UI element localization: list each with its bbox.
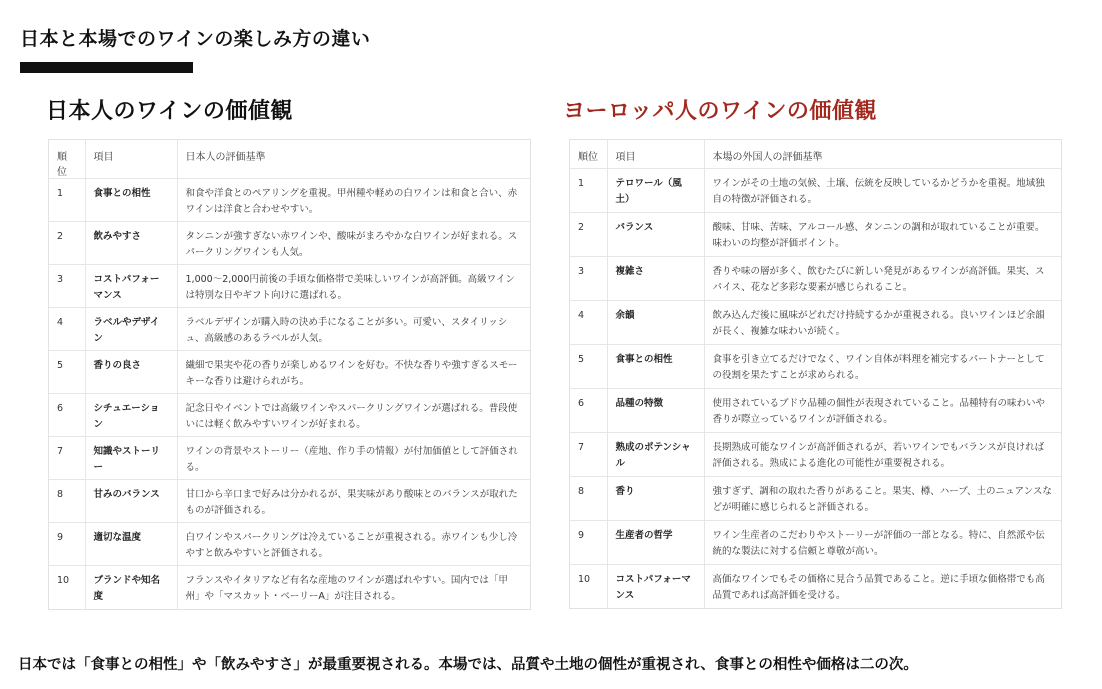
criteria-cell: 香りや味の層が多く、飲むたびに新しい発見があるワインが高評価。果実、スパイス、花など多彩な要素が感じられること。	[704, 256, 1061, 300]
table-row	[49, 480, 530, 523]
table-header-row	[49, 140, 530, 179]
rank-cell: 3	[570, 256, 607, 300]
criteria-cell: ワインの背景やストーリー（産地、作り手の情報）が付加価値として評価される。	[177, 437, 530, 480]
item-cell: 品種の特徴	[607, 388, 704, 432]
criteria-cell: 食事を引き立てるだけでなく、ワイン自体が料理を補完するパートナーとしての役割を果たすことが求められる。	[704, 344, 1061, 388]
rank-cell: 5	[570, 344, 607, 388]
page-title: 日本と本場でのワインの楽しみ方の違い	[20, 28, 371, 50]
japan-section-heading: 日本人のワインの価値観	[46, 99, 293, 124]
table-row	[570, 476, 1061, 520]
rank-cell: 3	[49, 265, 85, 308]
criteria-cell: ワイン生産者のこだわりやストーリーが評価の一部となる。特に、自然派や伝統的な製法に対する信頼と尊敬が高い。	[704, 520, 1061, 564]
table-row	[570, 300, 1061, 344]
item-cell: 生産者の哲学	[607, 520, 704, 564]
criteria-cell: 強すぎず、調和の取れた香りがあること。果実、樽、ハーブ、土のニュアンスなどが明確に感じられると評価される。	[704, 476, 1061, 520]
table-row	[49, 265, 530, 308]
item-cell: コストパフォーマンス	[607, 564, 704, 608]
rank-cell: 9	[49, 523, 85, 566]
criteria-cell: 繊細で果実や花の香りが楽しめるワインを好む。不快な香りや強すぎるスモーキーな香りは避けられがち。	[177, 351, 530, 394]
rank-cell: 7	[570, 432, 607, 476]
criteria-cell: 高価なワインでもその価格に見合う品質であること。逆に手頃な価格帯でも高品質であれば高評価を受ける。	[712, 573, 1045, 601]
item-cell: 熟成のポテンシャル	[607, 432, 704, 476]
table-row	[49, 566, 530, 609]
rank-cell: 5	[49, 351, 85, 394]
item-cell: ラベルやデザイン	[85, 308, 177, 351]
criteria-cell: ワインがその土地の気候、土壌、伝統を反映しているかどうかを重視。地域独自の特徴が評価される。	[704, 168, 1061, 212]
column-header-item: 項目	[85, 140, 177, 179]
criteria-cell: 使用されているブドウ品種の個性が表現されていること。品種特有の味わいや香りが際立っているワインが評価される。	[704, 388, 1061, 432]
rank-cell: 6	[49, 394, 85, 437]
rank-cell: 4	[49, 308, 85, 351]
table-row	[49, 523, 530, 566]
table-row	[49, 308, 530, 351]
criteria-cell: 甘口から辛口まで好みは分かれるが、果実味があり酸味とのバランスが取れたものが評価される。	[177, 480, 530, 523]
rank-cell: 9	[570, 520, 607, 564]
table-row	[49, 394, 530, 437]
table-row	[49, 437, 530, 480]
rank-cell: 8	[570, 476, 607, 520]
rank-cell: 8	[49, 480, 85, 523]
criteria-cell: ラベルデザインが購入時の決め手になることが多い。可愛い、スタイリッシュ、高級感のあるラベルが人気。	[177, 308, 530, 351]
europe-table	[569, 139, 1062, 609]
table-header-row	[570, 140, 1061, 168]
rank-cell: 10	[49, 566, 85, 609]
item-cell: ブランドや知名度	[85, 566, 177, 609]
rank-cell: 1	[570, 168, 607, 212]
column-header-item: 項目	[607, 140, 704, 168]
table-row	[570, 432, 1061, 476]
criteria-cell: 酸味、甘味、苦味、アルコール感、タンニンの調和が取れていることが重要。味わいの均整が評価ポイント。	[704, 212, 1061, 256]
table-row	[49, 351, 530, 394]
japan-table	[48, 139, 531, 610]
item-cell: 香りの良さ	[85, 351, 177, 394]
rank-cell: 7	[49, 437, 85, 480]
table-row	[570, 564, 1061, 608]
column-header-criteria: 日本人の評価基準	[177, 140, 530, 179]
column-header-rank: 順位	[570, 140, 607, 168]
item-cell: 甘みのバランス	[85, 480, 177, 523]
item-cell: 食事との相性	[607, 344, 704, 388]
item-cell: シチュエーション	[85, 394, 177, 437]
table-row	[570, 212, 1061, 256]
item-cell: 余韻	[607, 300, 704, 344]
table-row	[570, 388, 1061, 432]
criteria-cell: 記念日やイベントでは高級ワインやスパークリングワインが選ばれる。普段使いには軽く飲みやすいワインが好まれる。	[177, 394, 530, 437]
table-row	[49, 222, 530, 265]
table-row	[570, 256, 1061, 300]
criteria-cell: 長期熟成可能なワインが高評価されるが、若いワインでもバランスが良ければ評価される。熟成による進化の可能性が重要視される。	[704, 432, 1061, 476]
footer-summary: 日本では「食事との相性」や「飲みやすさ」が最重要視される。本場では、品質や土地の個性が重視され、食事との相性や価格は二の次。	[18, 657, 918, 673]
item-cell: テロワール（風土）	[607, 168, 704, 212]
table-row	[570, 344, 1061, 388]
rank-cell: 2	[570, 212, 607, 256]
title-underline-bar	[20, 62, 193, 73]
criteria-cell: 和食や洋食とのペアリングを重視。甲州種や軽めの白ワインは和食と合い、赤ワインは洋食と合わせやすい。	[177, 179, 530, 222]
table-row	[49, 179, 530, 222]
table-row	[570, 168, 1061, 212]
item-cell: バランス	[607, 212, 704, 256]
rank-cell: 1	[49, 179, 85, 222]
item-cell: 知識やストーリー	[85, 437, 177, 480]
criteria-cell: 白ワインやスパークリングは冷えていることが重視される。赤ワインも少し冷やすと飲みやすいと評価される。	[177, 523, 530, 566]
europe-section-heading: ヨーロッパ人のワインの価値観	[563, 99, 877, 124]
rank-cell: 10	[570, 564, 607, 608]
criteria-cell: 飲み込んだ後に風味がどれだけ持続するかが重視される。良いワインほど余韻が長く、複雑な味わいが続く。	[704, 300, 1061, 344]
item-cell: 食事との相性	[85, 179, 177, 222]
rank-cell: 6	[570, 388, 607, 432]
criteria-cell: 1,000〜2,000円前後の手頃な価格帯で美味しいワインが高評価。高級ワインは特別な日やギフト向けに選ばれる。	[177, 265, 530, 308]
column-header-rank: 順位	[49, 140, 85, 179]
table-row	[570, 520, 1061, 564]
column-header-criteria: 本場の外国人の評価基準	[704, 140, 1061, 168]
item-cell: 適切な温度	[85, 523, 177, 566]
criteria-cell: タンニンが強すぎない赤ワインや、酸味がまろやかな白ワインが好まれる。スパークリングワインも人気。	[177, 222, 530, 265]
rank-cell: 4	[570, 300, 607, 344]
rank-cell: 2	[49, 222, 85, 265]
item-cell: 香り	[607, 476, 704, 520]
criteria-cell: フランスやイタリアなど有名な産地のワインが選ばれやすい。国内では「甲州」や「マスカット・ベーリーA」が注目される。	[185, 575, 508, 602]
item-cell: コストパフォーマンス	[85, 265, 177, 308]
item-cell: 複雑さ	[607, 256, 704, 300]
item-cell: 飲みやすさ	[85, 222, 177, 265]
